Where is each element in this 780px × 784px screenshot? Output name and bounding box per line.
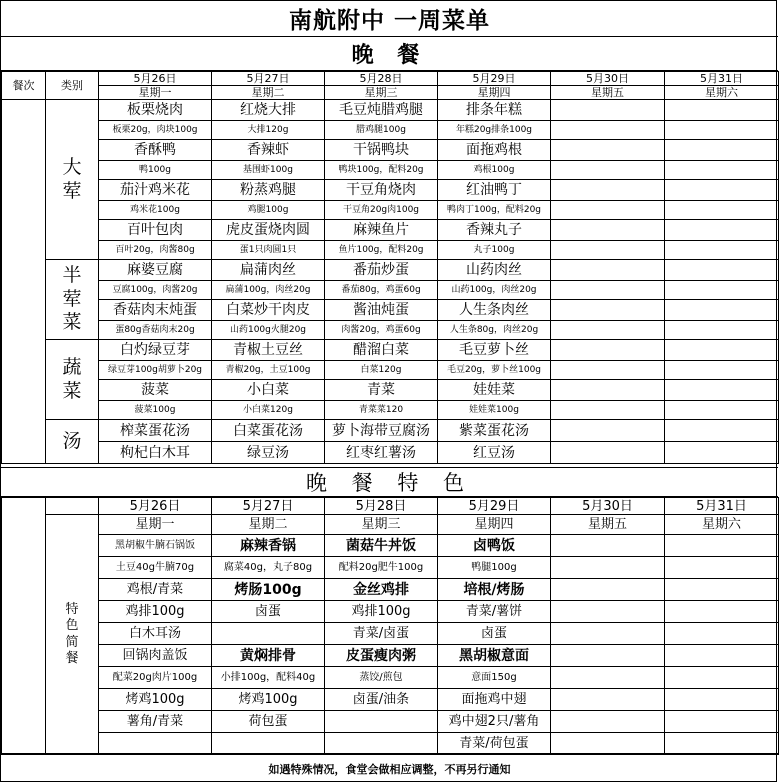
special-item <box>551 557 665 579</box>
dish-name: 酱油炖蛋 <box>325 300 438 321</box>
special-item <box>551 711 665 733</box>
soup-name: 萝卜海带豆腐汤 <box>325 420 438 442</box>
special-item <box>665 579 779 601</box>
header-category: 类别 <box>46 72 99 100</box>
dinner-table <box>1 71 779 464</box>
special-item: 卤蛋 <box>212 601 325 623</box>
category-tang: 汤 <box>46 420 99 464</box>
special-item <box>665 645 779 667</box>
special-row <box>2 733 779 755</box>
dish-name: 白灼绿豆芽 <box>99 340 212 361</box>
special-item: 青菜/薯饼 <box>438 601 551 623</box>
special-item: 鸭腿100g <box>438 557 551 579</box>
dish-name <box>551 180 665 201</box>
special-item <box>212 623 325 645</box>
dish-name: 青菜 <box>325 380 438 401</box>
special-item <box>665 667 779 689</box>
dish-name <box>665 100 779 121</box>
dish-row <box>2 260 779 281</box>
dish-name <box>665 300 779 321</box>
special-item <box>551 645 665 667</box>
dish-note <box>551 321 665 340</box>
soup-name <box>665 442 779 464</box>
category-ban_hun: 半 荤 菜 <box>46 260 99 340</box>
special-item: 面拖鸡中翅 <box>438 689 551 711</box>
special-row <box>2 711 779 733</box>
special-category-header <box>46 498 99 515</box>
dish-name <box>665 220 779 241</box>
special-header-weekday: 星期一 <box>99 515 212 535</box>
header-date: 5月29日 <box>438 72 551 86</box>
header-date: 5月30日 <box>551 72 665 86</box>
dish-name <box>551 300 665 321</box>
special-row <box>2 535 779 557</box>
soup-row <box>2 420 779 442</box>
dish-note <box>665 281 779 300</box>
dish-name: 香辣丸子 <box>438 220 551 241</box>
special-item <box>665 557 779 579</box>
special-row <box>2 623 779 645</box>
header-weekday: 星期一 <box>99 86 212 100</box>
dish-name: 毛豆萝卜丝 <box>438 340 551 361</box>
special-item: 皮蛋瘦肉粥 <box>325 645 438 667</box>
dish-note <box>551 201 665 220</box>
special-item <box>325 733 438 755</box>
special-item: 小排100g，配料40g <box>212 667 325 689</box>
dish-row <box>2 300 779 321</box>
dish-row <box>2 220 779 241</box>
soup-name <box>665 420 779 442</box>
special-item: 土豆40g牛腩70g <box>99 557 212 579</box>
dish-name: 人生条肉丝 <box>438 300 551 321</box>
dish-note: 小白菜120g <box>212 401 325 420</box>
meal-cell <box>2 100 46 464</box>
dish-name: 青椒土豆丝 <box>212 340 325 361</box>
special-item: 鸡排100g <box>99 601 212 623</box>
dish-name <box>665 260 779 281</box>
dish-note-row <box>2 121 779 140</box>
soup-name: 榨菜蛋花汤 <box>99 420 212 442</box>
dish-note <box>665 401 779 420</box>
dish-name: 麻辣鱼片 <box>325 220 438 241</box>
special-item <box>325 711 438 733</box>
dish-note: 山药100g，肉丝20g <box>438 281 551 300</box>
special-meal-cell <box>2 498 46 755</box>
special-item <box>665 601 779 623</box>
special-row <box>2 667 779 689</box>
dish-note: 蛋1只肉圆1只 <box>212 241 325 260</box>
dish-note <box>665 321 779 340</box>
dish-note <box>551 401 665 420</box>
dish-name: 小白菜 <box>212 380 325 401</box>
special-header-weekday: 星期二 <box>212 515 325 535</box>
dish-note: 鸭肉丁100g，配料20g <box>438 201 551 220</box>
category-shu_cai: 蔬 菜 <box>46 340 99 420</box>
dish-name: 娃娃菜 <box>438 380 551 401</box>
special-header-date: 5月30日 <box>551 498 665 515</box>
special-item: 意面150g <box>438 667 551 689</box>
special-item: 卤蛋/油条 <box>325 689 438 711</box>
dish-name <box>551 100 665 121</box>
special-item: 鸡排100g <box>325 601 438 623</box>
dish-note: 菠菜100g <box>99 401 212 420</box>
special-item: 黑胡椒意面 <box>438 645 551 667</box>
special-header-weekday: 星期五 <box>551 515 665 535</box>
special-item <box>551 689 665 711</box>
dish-name: 醋溜白菜 <box>325 340 438 361</box>
special-title: 晚 餐 特 色 <box>1 467 778 497</box>
dish-name: 扁蒲肉丝 <box>212 260 325 281</box>
special-header-date: 5月31日 <box>665 498 779 515</box>
dish-name: 菠菜 <box>99 380 212 401</box>
dish-note <box>551 161 665 180</box>
special-item: 白木耳汤 <box>99 623 212 645</box>
dish-note <box>665 361 779 380</box>
special-header-date: 5月27日 <box>212 498 325 515</box>
dish-name: 干豆角烧肉 <box>325 180 438 201</box>
special-item: 蒸饺/煎包 <box>325 667 438 689</box>
dish-note-row <box>2 161 779 180</box>
dish-note: 鸭100g <box>99 161 212 180</box>
dish-name <box>665 140 779 161</box>
special-item <box>99 733 212 755</box>
special-item: 青菜/卤蛋 <box>325 623 438 645</box>
dish-note: 绿豆芽100g胡萝卜20g <box>99 361 212 380</box>
dish-note: 板栗20g，肉块100g <box>99 121 212 140</box>
dish-note: 豆腐100g，肉酱20g <box>99 281 212 300</box>
soup-name <box>551 442 665 464</box>
dish-note: 鸡腿100g <box>212 201 325 220</box>
soup-name: 紫菜蛋花汤 <box>438 420 551 442</box>
dish-name: 红油鸭丁 <box>438 180 551 201</box>
special-header-weekday: 星期四 <box>438 515 551 535</box>
page-title: 南航附中 一周菜单 <box>1 1 778 37</box>
header-weekday: 星期二 <box>212 86 325 100</box>
special-item: 鸡根/青菜 <box>99 579 212 601</box>
dish-note: 基围虾100g <box>212 161 325 180</box>
dish-name <box>551 380 665 401</box>
dish-row <box>2 180 779 201</box>
special-table <box>1 497 779 755</box>
special-item: 配菜20g肉片100g <box>99 667 212 689</box>
soup-name: 红豆汤 <box>438 442 551 464</box>
special-item: 烤肠100g <box>212 579 325 601</box>
special-item: 菌菇牛丼饭 <box>325 535 438 557</box>
dish-note <box>551 241 665 260</box>
header-weekday: 星期三 <box>325 86 438 100</box>
header-weekday: 星期五 <box>551 86 665 100</box>
header-date: 5月31日 <box>665 72 779 86</box>
header-weekday: 星期四 <box>438 86 551 100</box>
dish-note: 青椒20g，土豆100g <box>212 361 325 380</box>
dish-note-row <box>2 361 779 380</box>
special-item <box>212 733 325 755</box>
special-item: 麻辣香锅 <box>212 535 325 557</box>
dish-name: 百叶包肉 <box>99 220 212 241</box>
dish-name: 粉蒸鸡腿 <box>212 180 325 201</box>
special-header-date: 5月26日 <box>99 498 212 515</box>
header-date: 5月26日 <box>99 72 212 86</box>
special-item <box>551 623 665 645</box>
dish-name: 香酥鸭 <box>99 140 212 161</box>
dish-row <box>2 140 779 161</box>
dish-name <box>551 260 665 281</box>
special-item: 金丝鸡排 <box>325 579 438 601</box>
special-header-date: 5月29日 <box>438 498 551 515</box>
special-item: 烤鸡100g <box>99 689 212 711</box>
header-date: 5月27日 <box>212 72 325 86</box>
special-item: 青菜/荷包蛋 <box>438 733 551 755</box>
dish-note <box>665 161 779 180</box>
dish-note: 人生条80g，肉丝20g <box>438 321 551 340</box>
soup-name: 白菜蛋花汤 <box>212 420 325 442</box>
header-row-weekdays <box>2 86 779 100</box>
dish-row <box>2 100 779 121</box>
dish-note-row <box>2 281 779 300</box>
dish-note <box>551 361 665 380</box>
dish-name: 干锅鸭块 <box>325 140 438 161</box>
dish-name: 香菇肉末炖蛋 <box>99 300 212 321</box>
special-header-weekday: 星期三 <box>325 515 438 535</box>
special-row <box>2 601 779 623</box>
special-header-dates <box>2 498 779 515</box>
dish-note: 肉酱20g，鸡蛋60g <box>325 321 438 340</box>
dish-name <box>665 380 779 401</box>
special-item <box>665 733 779 755</box>
dish-note: 干豆角20g肉100g <box>325 201 438 220</box>
soup-name: 枸杞白木耳 <box>99 442 212 464</box>
special-item: 黄焖排骨 <box>212 645 325 667</box>
dish-name <box>551 220 665 241</box>
soup-name <box>551 420 665 442</box>
dish-note: 鸡米花100g <box>99 201 212 220</box>
soup-row <box>2 442 779 464</box>
dish-name <box>551 340 665 361</box>
dish-note <box>551 121 665 140</box>
dish-name: 毛豆炖腊鸡腿 <box>325 100 438 121</box>
dish-note <box>665 121 779 140</box>
dish-name: 排条年糕 <box>438 100 551 121</box>
special-item: 腐菜40g，丸子80g <box>212 557 325 579</box>
dish-note: 百叶20g，肉酱80g <box>99 241 212 260</box>
dish-note: 鱼片100g，配料20g <box>325 241 438 260</box>
special-row <box>2 689 779 711</box>
special-item: 配料20g肥牛100g <box>325 557 438 579</box>
dish-name: 虎皮蛋烧肉圆 <box>212 220 325 241</box>
special-item <box>551 667 665 689</box>
dish-note: 毛豆20g，萝卜丝100g <box>438 361 551 380</box>
header-date: 5月28日 <box>325 72 438 86</box>
dish-note-row <box>2 321 779 340</box>
dish-name: 山药肉丝 <box>438 260 551 281</box>
dish-note: 番茄80g，鸡蛋60g <box>325 281 438 300</box>
special-item: 卤鸭饭 <box>438 535 551 557</box>
special-item: 卤蛋 <box>438 623 551 645</box>
dish-name: 板栗烧肉 <box>99 100 212 121</box>
special-item <box>551 579 665 601</box>
dish-name: 红烧大排 <box>212 100 325 121</box>
special-item: 烤鸡100g <box>212 689 325 711</box>
dish-note: 青菜菜120 <box>325 401 438 420</box>
dish-name: 麻婆豆腐 <box>99 260 212 281</box>
dish-note-row <box>2 401 779 420</box>
special-row <box>2 645 779 667</box>
dish-note: 扁蒲100g，肉丝20g <box>212 281 325 300</box>
dish-note: 大排120g <box>212 121 325 140</box>
dish-name: 白菜炒干肉皮 <box>212 300 325 321</box>
special-header-date: 5月28日 <box>325 498 438 515</box>
header-row-dates <box>2 72 779 86</box>
soup-name: 红枣红薯汤 <box>325 442 438 464</box>
special-item: 回锅肉盖饭 <box>99 645 212 667</box>
dinner-subtitle: 晚 餐 <box>1 37 778 71</box>
special-header-weekdays <box>2 515 779 535</box>
dish-note: 山药100g火腿20g <box>212 321 325 340</box>
dish-name: 茄汁鸡米花 <box>99 180 212 201</box>
special-item: 荷包蛋 <box>212 711 325 733</box>
dish-note <box>665 201 779 220</box>
special-item: 薯角/青菜 <box>99 711 212 733</box>
special-item <box>551 535 665 557</box>
special-item <box>551 601 665 623</box>
dish-name <box>665 180 779 201</box>
dish-note <box>551 281 665 300</box>
special-item <box>665 711 779 733</box>
header-weekday: 星期六 <box>665 86 779 100</box>
dish-name <box>665 340 779 361</box>
special-item <box>665 535 779 557</box>
dish-name: 番茄炒蛋 <box>325 260 438 281</box>
dish-note: 白菜120g <box>325 361 438 380</box>
special-item <box>551 733 665 755</box>
special-row <box>2 579 779 601</box>
dish-note: 腊鸡腿100g <box>325 121 438 140</box>
footer-note: 如遇特殊情况，食堂会做相应调整，不再另行通知 <box>1 753 778 783</box>
dish-row <box>2 340 779 361</box>
special-item: 培根/烤肠 <box>438 579 551 601</box>
dish-name <box>551 140 665 161</box>
dish-note: 鸡根100g <box>438 161 551 180</box>
category-da_hun: 大 荤 <box>46 100 99 260</box>
dish-note <box>665 241 779 260</box>
category-special: 特 色 简 餐 <box>46 515 99 755</box>
special-item <box>665 623 779 645</box>
dish-note: 鸭块100g，配料20g <box>325 161 438 180</box>
dish-row <box>2 380 779 401</box>
special-item <box>665 689 779 711</box>
dish-note: 年糕20g排条100g <box>438 121 551 140</box>
special-item: 黑胡椒牛腩石锅饭 <box>99 535 212 557</box>
dish-name: 面拖鸡根 <box>438 140 551 161</box>
header-meal: 餐次 <box>2 72 46 100</box>
dish-note-row <box>2 241 779 260</box>
dish-note-row <box>2 201 779 220</box>
special-row <box>2 557 779 579</box>
soup-name: 绿豆汤 <box>212 442 325 464</box>
special-header-weekday: 星期六 <box>665 515 779 535</box>
dish-note: 蛋80g香菇肉末20g <box>99 321 212 340</box>
special-item: 鸡中翅2只/薯角 <box>438 711 551 733</box>
dish-note: 丸子100g <box>438 241 551 260</box>
dish-note: 娃娃菜100g <box>438 401 551 420</box>
dish-name: 香辣虾 <box>212 140 325 161</box>
